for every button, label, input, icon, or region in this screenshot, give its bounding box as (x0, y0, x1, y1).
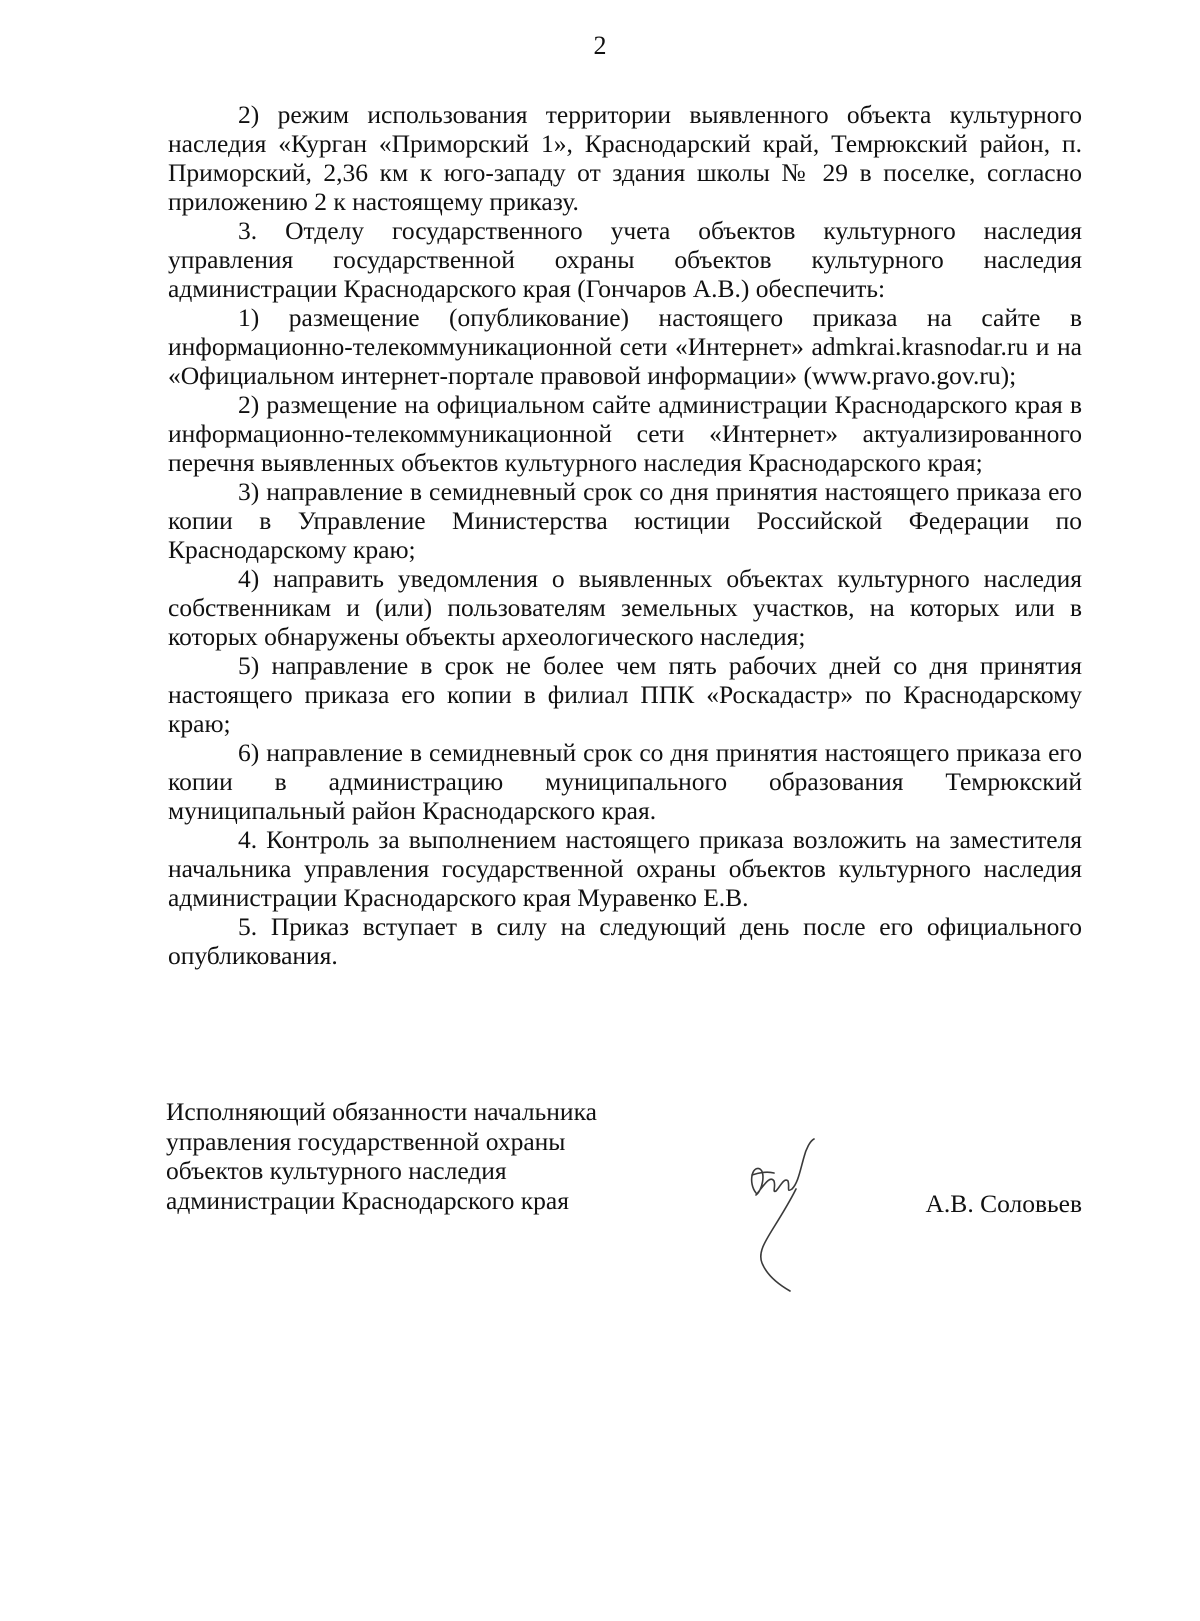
paragraph-section-3: 3. Отделу государственного учета объектов культурного наследия управления государственной охраны объектов культурного наследия администрации Краснодарского края (Гончаров А.В.) обеспечить: (168, 216, 1082, 303)
signer-position (166, 1097, 686, 1215)
paragraph-item-1-publication: 1) размещение (опубликование) настоящего приказа на сайте в информационно-телекоммуникационной сети «Интернет» admkrai.krasnodar.ru и на «Официальном интернет-портале правовой информации» (www.pravo.gov.ru); (168, 303, 1082, 390)
paragraph-item-2-regime: 2) режим использования территории выявленного объекта культурного наследия «Курган «Приморский 1», Краснодарский край, Темрюкский район, п. Приморский, 2,36 км к юго-западу от здания школы № 29 в поселке, согласно приложению 2 к настоящему приказу. (168, 100, 1082, 216)
paragraph-item-4-notifications: 4) направить уведомления о выявленных объектах культурного наследия собственникам и (или) пользователям земельных участков, на которых или в которых обнаружены объекты археологического наследия; (168, 564, 1082, 651)
signer-position-line: управления государственной охраны (166, 1126, 566, 1156)
handwritten-signature (734, 1135, 844, 1295)
paragraph-item-2-website: 2) размещение на официальном сайте администрации Краснодарского края в информационно-телекоммуникационной сети «Интернет» актуализированного перечня выявленных объектов культурного наследия Краснодарского края; (168, 390, 1082, 477)
paragraph-item-5-roskadastr: 5) направление в срок не более чем пять рабочих дней со дня принятия настоящего приказа его копии в филиал ППК «Роскадастр» по Краснодарскому краю; (168, 651, 1082, 738)
paragraph-section-4: 4. Контроль за выполнением настоящего приказа возложить на заместителя начальника управления государственной охраны объектов культурного наследия администрации Краснодарского края Муравенко Е.В. (168, 825, 1082, 912)
paragraph-item-3-ministry: 3) направление в семидневный срок со дня принятия настоящего приказа его копии в Управление Министерства юстиции Российской Федерации по Краснодарскому краю; (168, 477, 1082, 564)
signer-position-line: Исполняющий обязанности начальника (166, 1097, 597, 1126)
signer-position-line: администрации Краснодарского края (166, 1185, 569, 1215)
signer-position-line: объектов культурного наследия (166, 1156, 507, 1185)
paragraph-section-5: 5. Приказ вступает в силу на следующий день после его официального опубликования. (168, 912, 1082, 970)
paragraph-item-6-municipality: 6) направление в семидневный срок со дня принятия настоящего приказа его копии в администрацию муниципального образования Темрюкский муниципальный район Краснодарского края. (168, 738, 1082, 825)
signer-name: А.В. Соловьев (925, 1189, 1082, 1218)
page-number: 2 (593, 31, 607, 60)
signature-block (166, 1097, 1082, 1297)
document-body (168, 100, 1082, 970)
